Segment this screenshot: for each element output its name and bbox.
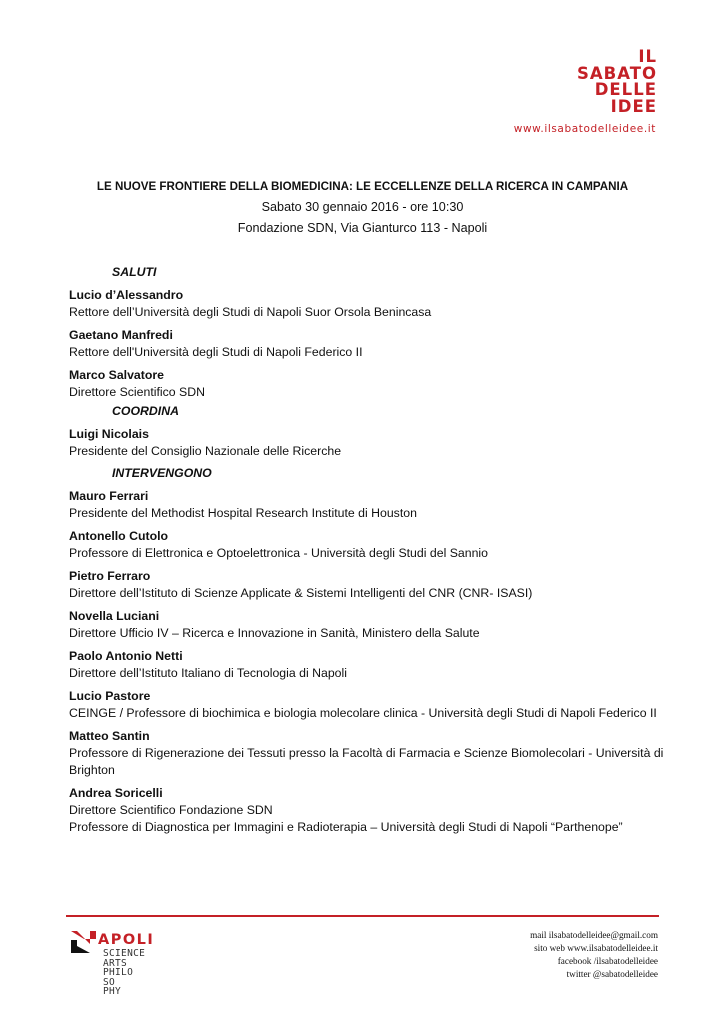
speaker-name: Novella Luciani	[69, 609, 160, 623]
section-heading-saluti: SALUTI	[112, 265, 157, 279]
speaker-role: CEINGE / Professore di biochimica e biologia molecolare clinica - Università degli Studi di Napoli Federico II	[69, 706, 657, 720]
logo-line: IL	[638, 47, 657, 66]
speaker-entry	[69, 568, 669, 602]
contact-email[interactable]: mail ilsabatodelleidee@gmail.com	[530, 930, 658, 940]
logo-line: DELLE	[594, 80, 657, 99]
speaker-entry	[69, 785, 669, 836]
napoli-tagline-line: ARTS	[103, 957, 128, 969]
speaker-name: Paolo Antonio Netti	[69, 649, 183, 663]
speaker-entry	[69, 327, 669, 361]
speaker-role: Rettore dell’Università degli Studi di Napoli Suor Orsola Benincasa	[69, 305, 432, 319]
speaker-entry	[69, 688, 669, 722]
speaker-name: Matteo Santin	[69, 729, 150, 743]
speaker-role: Direttore Ufficio IV – Ricerca e Innovazione in Sanità, Ministero della Salute	[69, 626, 480, 640]
napoli-tagline	[103, 949, 145, 997]
speaker-entry	[69, 648, 669, 682]
speaker-role: Direttore Scientifico SDN	[69, 385, 205, 399]
speaker-entry	[69, 488, 669, 522]
sabato-delle-idee-logo	[577, 49, 657, 115]
napoli-tagline-line: PHY	[103, 986, 122, 997]
speaker-name: Pietro Ferraro	[69, 569, 151, 583]
speaker-role: Professore di Rigenerazione dei Tessuti presso la Facoltà di Farmacia e Scienze Biomolecolari - Università di Brighton	[69, 746, 664, 777]
speaker-entry	[69, 728, 669, 779]
speaker-role: Direttore dell’Istituto Italiano di Tecnologia di Napoli	[69, 666, 347, 680]
contact-website[interactable]: sito web www.ilsabatodelleidee.it	[534, 943, 658, 953]
speaker-role: Presidente del Consiglio Nazionale delle Ricerche	[69, 444, 342, 458]
speaker-entry	[69, 528, 669, 562]
napoli-tagline-line: SCIENCE	[103, 948, 146, 959]
footer-divider	[66, 915, 659, 917]
napoli-logo	[70, 930, 155, 997]
speaker-entry	[69, 367, 669, 401]
napoli-tagline-line: SO	[103, 976, 116, 988]
speaker-role: Rettore dell'Università degli Studi di Napoli Federico II	[69, 345, 363, 359]
event-title: LE NUOVE FRONTIERE DELLA BIOMEDICINA: LE ECCELLENZE DELLA RICERCA IN CAMPANIA	[96, 180, 629, 193]
speaker-role-secondary: Professore di Diagnostica per Immagini e Radioterapia – Università degli Studi di Napoli “Parthenope”	[69, 820, 623, 834]
contact-info	[530, 929, 658, 981]
speaker-name: Andrea Soricelli	[69, 786, 163, 800]
speaker-role: Presidente del Methodist Hospital Research Institute di Houston	[69, 506, 417, 520]
logo-line: IDEE	[610, 96, 657, 116]
event-header	[0, 179, 725, 238]
logo-website-link[interactable]: www.ilsabatodelleidee.it	[513, 123, 656, 135]
speaker-name: Marco Salvatore	[69, 368, 165, 382]
speaker-role: Direttore dell’Istituto di Scienze Applicate & Sistemi Intelligenti del CNR (CNR- ISASI)	[69, 586, 533, 600]
speaker-name: Mauro Ferrari	[69, 489, 149, 503]
napoli-tagline-line: PHILO	[103, 967, 134, 978]
napoli-n-mark-icon	[70, 930, 98, 954]
speaker-name: Lucio d’Alessandro	[69, 288, 184, 302]
event-date: Sabato 30 gennaio 2016 - ore 10:30	[261, 200, 464, 214]
speaker-entry	[69, 287, 669, 321]
napoli-word: APOLI	[98, 932, 155, 948]
section-heading-intervengono: INTERVENGONO	[112, 466, 212, 480]
speaker-name: Luigi Nicolais	[69, 427, 149, 441]
contact-twitter[interactable]: twitter @sabatodelleidee	[566, 969, 658, 979]
event-venue: Fondazione SDN, Via Gianturco 113 - Napoli	[237, 221, 488, 235]
section-heading-coordina: COORDINA	[112, 404, 179, 418]
speaker-entry	[69, 608, 669, 642]
speaker-name: Gaetano Manfredi	[69, 328, 173, 342]
contact-facebook[interactable]: facebook /ilsabatodelleidee	[557, 956, 658, 966]
speaker-role: Professore di Elettronica e Optoelettronica - Università degli Studi del Sannio	[69, 546, 489, 560]
speaker-role: Direttore Scientifico Fondazione SDN	[69, 803, 273, 817]
speaker-entry	[69, 426, 669, 460]
speaker-name: Lucio Pastore	[69, 689, 151, 703]
logo-line: SABATO	[576, 63, 657, 83]
program-content	[69, 264, 669, 836]
speaker-name: Antonello Cutolo	[69, 529, 169, 543]
